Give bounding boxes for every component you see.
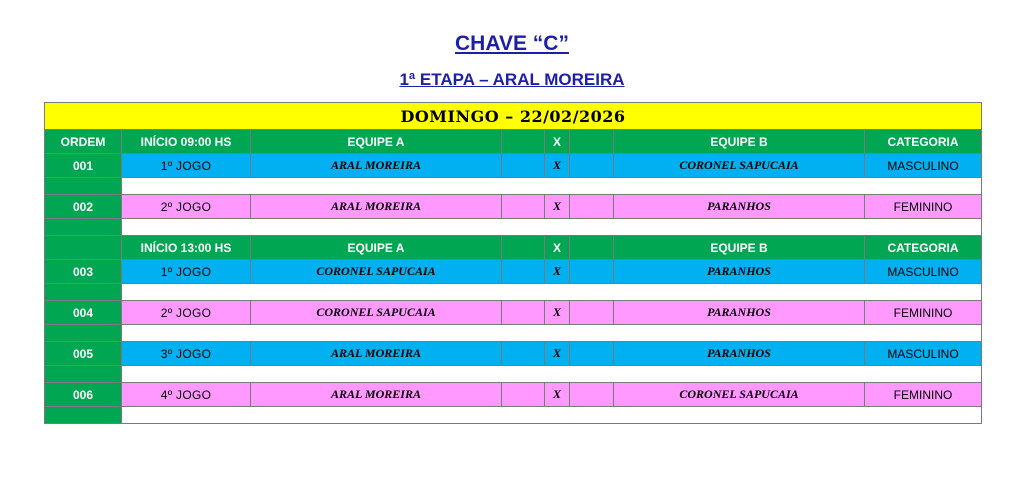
- versus-mark: X: [545, 260, 570, 284]
- spacer-row: [45, 407, 982, 424]
- game-number: 2º JOGO: [122, 301, 251, 325]
- team-b: PARANHOS: [614, 195, 865, 219]
- game-number: 1º JOGO: [122, 260, 251, 284]
- spacer-row: [45, 219, 982, 236]
- game-row: [45, 154, 982, 178]
- versus-mark: X: [545, 154, 570, 178]
- game-ordem: 006: [45, 383, 122, 407]
- header-equipe-b: EQUIPE B: [614, 130, 865, 154]
- header-categoria: CATEGORIA: [865, 130, 982, 154]
- team-b: PARANHOS: [614, 260, 865, 284]
- header-x: X: [545, 130, 570, 154]
- header-row-morning: [45, 130, 982, 154]
- game-number: 4º JOGO: [122, 383, 251, 407]
- spacer-row: [45, 325, 982, 342]
- versus-mark: X: [545, 195, 570, 219]
- game-category: MASCULINO: [865, 260, 982, 284]
- game-category: FEMININO: [865, 383, 982, 407]
- spacer-row: [45, 366, 982, 383]
- team-a: CORONEL SAPUCAIA: [251, 301, 502, 325]
- game-ordem: 005: [45, 342, 122, 366]
- day-row: [45, 103, 982, 130]
- game-category: FEMININO: [865, 301, 982, 325]
- header-equipe-b: EQUIPE B: [614, 236, 865, 260]
- page-title: CHAVE “C”: [455, 32, 569, 55]
- team-b: PARANHOS: [614, 301, 865, 325]
- header-x: X: [545, 236, 570, 260]
- header-row-afternoon: [45, 236, 982, 260]
- game-number: 2º JOGO: [122, 195, 251, 219]
- game-category: MASCULINO: [865, 342, 982, 366]
- game-ordem: 002: [45, 195, 122, 219]
- team-a: ARAL MOREIRA: [251, 195, 502, 219]
- team-a: ARAL MOREIRA: [251, 342, 502, 366]
- versus-mark: X: [545, 383, 570, 407]
- game-row: [45, 260, 982, 284]
- header-equipe-a: EQUIPE A: [251, 130, 502, 154]
- header-categoria: CATEGORIA: [865, 236, 982, 260]
- day-label: DOMINGO – 22/02/2026: [45, 103, 982, 130]
- versus-mark: X: [545, 301, 570, 325]
- game-row: [45, 301, 982, 325]
- team-a: CORONEL SAPUCAIA: [251, 260, 502, 284]
- header-inicio: INÍCIO 09:00 HS: [122, 130, 251, 154]
- game-number: 1º JOGO: [122, 154, 251, 178]
- team-b: PARANHOS: [614, 342, 865, 366]
- team-a: ARAL MOREIRA: [251, 154, 502, 178]
- game-ordem: 003: [45, 260, 122, 284]
- game-category: MASCULINO: [865, 154, 982, 178]
- spacer-row: [45, 178, 982, 195]
- team-b: CORONEL SAPUCAIA: [614, 383, 865, 407]
- header-equipe-a: EQUIPE A: [251, 236, 502, 260]
- header-inicio: INÍCIO 13:00 HS: [122, 236, 251, 260]
- schedule-table: [44, 102, 982, 424]
- game-row: [45, 342, 982, 366]
- header-ordem: ORDEM: [45, 130, 122, 154]
- spacer-row: [45, 284, 982, 301]
- page-subtitle: 1ª ETAPA – ARAL MOREIRA: [399, 70, 625, 89]
- team-a: ARAL MOREIRA: [251, 383, 502, 407]
- versus-mark: X: [545, 342, 570, 366]
- game-ordem: 004: [45, 301, 122, 325]
- game-number: 3º JOGO: [122, 342, 251, 366]
- game-ordem: 001: [45, 154, 122, 178]
- game-row: [45, 383, 982, 407]
- game-row: [45, 195, 982, 219]
- team-b: CORONEL SAPUCAIA: [614, 154, 865, 178]
- header-ordem: [45, 236, 122, 260]
- game-category: FEMININO: [865, 195, 982, 219]
